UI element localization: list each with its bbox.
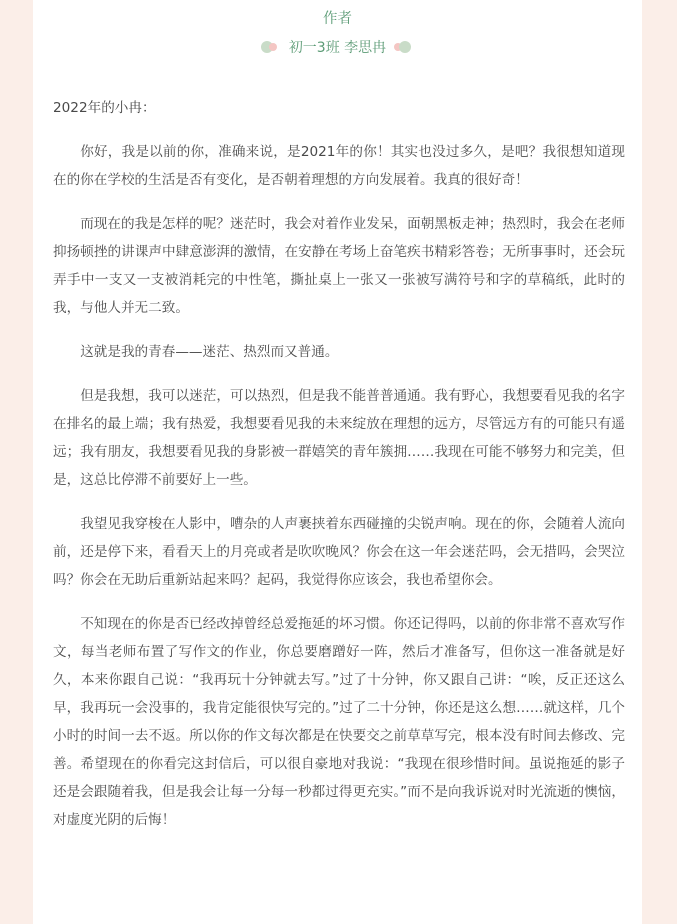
letter-paragraph: 我望见我穿梭在人影中，嘈杂的人声裹挟着东西碰撞的尖锐声响。现在的你，会随着人流向前，还是停下来，看看天上的月亮或者是吹吹晚风？你会在这一年会迷茫吗，会无措吗，会哭泣吗？你会在无助后重新站起来吗？起码，我觉得你应该会，我也希望你会。 <box>53 516 625 588</box>
letter-greeting: 2022年的小冉： <box>53 100 156 116</box>
article-page <box>33 0 642 924</box>
letter-paragraph: 而现在的我是怎样的呢？迷茫时，我会对着作业发呆，面朝黑板走神；热烈时，我会在老师抑扬顿挫的讲课声中肆意澎湃的激情，在安静在考场上奋笔疾书精彩答卷；无所事事时，还会玩弄手中一支又一支被消耗完的中性笔，撕扯桌上一张又一张被写满符号和字的草稿纸，此时的我，与他人并无二致。 <box>53 216 625 316</box>
letter-paragraph: 但是我想，我可以迷茫，可以热烈，但是我不能普普通通。我有野心，我想要看见我的名字在排名的最上端；我有热爱，我想要看见我的未来绽放在理想的远方，尽管远方有的可能只有遥远；我有朋友，我想要看见我的身影被一群嬉笑的青年簇拥……我现在可能不够努力和完美，但是，这总比停滞不前要好上一些。 <box>53 388 625 488</box>
author-line <box>33 36 642 58</box>
author-label: 作者 <box>323 11 352 27</box>
author-name: 初一3班 李思冉 <box>288 40 387 56</box>
letter-paragraph: 不知现在的你是否已经改掉曾经总爱拖延的坏习惯。你还记得吗，以前的你非常不喜欢写作文，每当老师布置了写作文的作业，你总要磨蹭好一阵，然后才准备写，但你这一准备就是好久，本来你跟自己说：“我再玩十分钟就去写。”过了十分钟，你又跟自己讲：“唉，反正还这么早，我再玩一会没事的，我肯定能很快写完的。”过了二十分钟，你还是这么想……就这样，几个小时的时间一去不返。所以你的作文每次都是在快要交之前草草写完，根本没有时间去修改、完善。希望现在的你看完这封信后，可以很自豪地对我说：“我现在很珍惜时间。虽说拖延的影子还是会跟随着我，但是我会让每一分每一秒都过得更充实。”而不是向我诉说对时光流逝的懊恼，对虚度光阴的后悔！ <box>53 616 625 828</box>
decorative-dots-icon <box>392 40 414 54</box>
letter-paragraph: 你好，我是以前的你，准确来说，是2021年的你！其实也没过多久，是吧？我很想知道现在的你在学校的生活是否有变化，是否朝着理想的方向发展着。我真的很好奇！ <box>53 144 625 188</box>
letter-paragraph: 这就是我的青春——迷茫、热烈而又普通。 <box>80 344 339 360</box>
letter-body <box>53 94 625 850</box>
decorative-dots-icon <box>261 40 283 54</box>
